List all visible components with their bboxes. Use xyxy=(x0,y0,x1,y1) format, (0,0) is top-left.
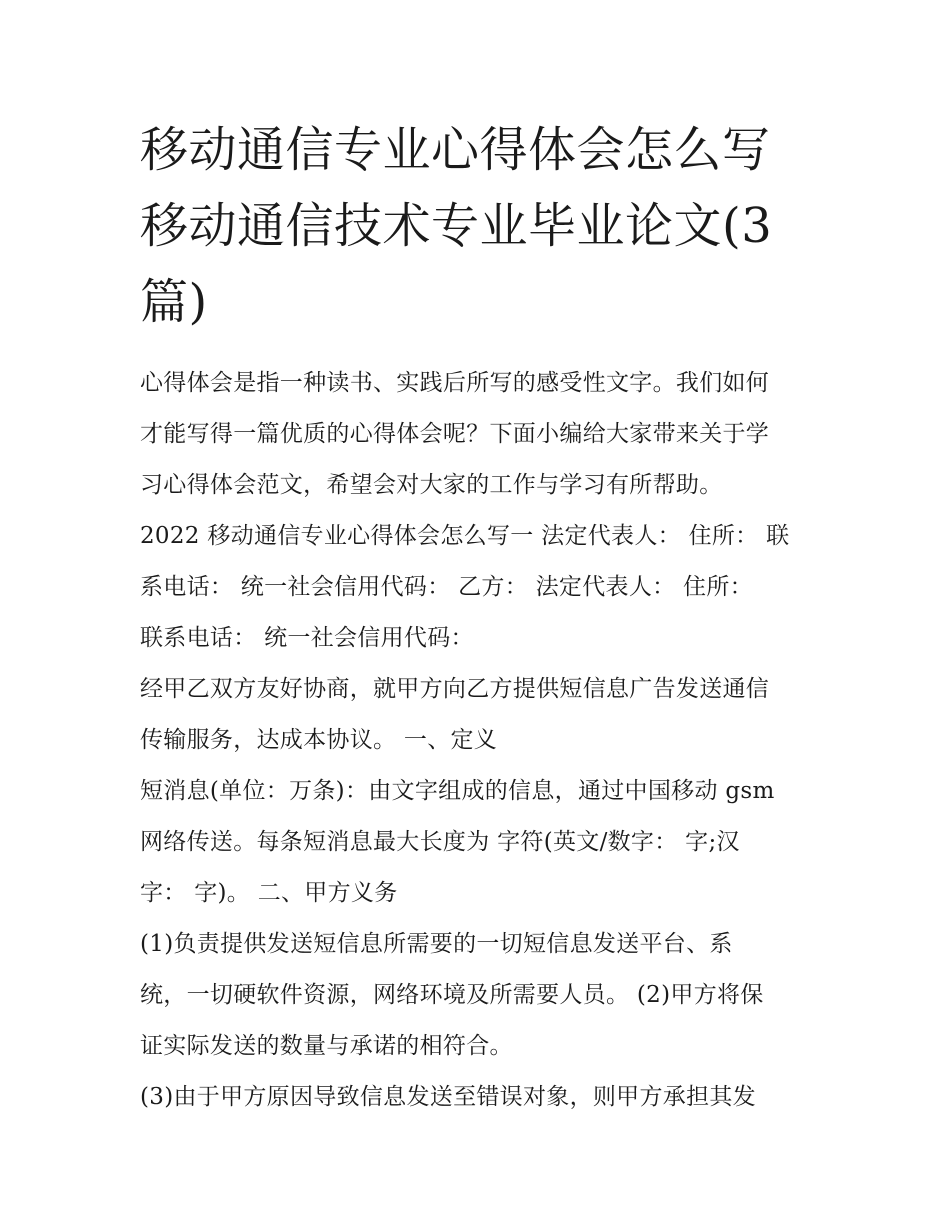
title-line: 篇) xyxy=(140,274,208,330)
parties-paragraph xyxy=(140,511,820,664)
text-line: 系电话： 统一社会信用代码： 乙方： 法定代表人： 住所： xyxy=(140,574,753,600)
title-line: 移动通信技术专业毕业论文(3 xyxy=(140,198,773,254)
text-line: 字： 字)。 二、甲方义务 xyxy=(140,880,398,906)
document-title xyxy=(140,112,820,340)
text-line: 心得体会是指一种读书、实践后所写的感受性文字。我们如何 xyxy=(140,370,770,396)
text-line: 习心得体会范文，希望会对大家的工作与学习有所帮助。 xyxy=(140,472,723,498)
text-line: 传输服务，达成本协议。 一、定义 xyxy=(140,727,498,753)
text-line: 证实际发送的数量与承诺的相符合。 xyxy=(140,1033,513,1059)
text-line: 短消息(单位：万条)：由文字组成的信息，通过中国移动 gsm xyxy=(140,778,775,804)
obligations-paragraph xyxy=(140,919,820,1072)
text-line: 联系电话： 统一社会信用代码： xyxy=(140,625,474,651)
text-line: 经甲乙双方友好协商，就甲方向乙方提供短信息广告发送通信 xyxy=(140,676,770,702)
text-line: 网络传送。每条短消息最大长度为 字符(英文/数字： 字;汉 xyxy=(140,829,740,855)
text-line: (1)负责提供发送短信息所需要的一切短信息发送平台、系 xyxy=(140,931,733,957)
text-line: 统，一切硬软件资源，网络环境及所需要人员。 (2)甲方将保 xyxy=(140,982,764,1008)
text-line: (3)由于甲方原因导致信息发送至错误对象，则甲方承担其发 xyxy=(140,1084,756,1110)
intro-paragraph xyxy=(140,358,820,511)
text-line: 才能写得一篇优质的心得体会呢？下面小编给大家带来关于学 xyxy=(140,421,770,447)
liability-paragraph xyxy=(140,1072,820,1123)
text-line: 2022 移动通信专业心得体会怎么写一 法定代表人： 住所： 联 xyxy=(140,523,790,549)
title-line: 移动通信专业心得体会怎么写 xyxy=(140,122,771,178)
agreement-paragraph xyxy=(140,664,820,766)
definition-paragraph xyxy=(140,766,820,919)
